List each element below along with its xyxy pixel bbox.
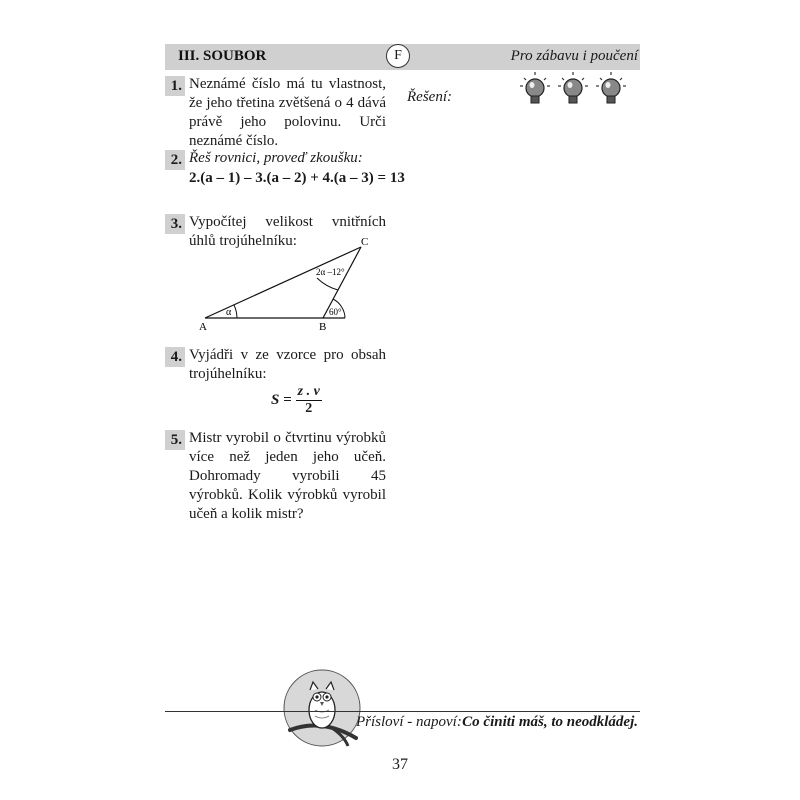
angle-a-arc — [234, 305, 237, 318]
problem-4-text: Vyjádři v ze vzorce pro obsah trojúhelníku: — [189, 347, 386, 382]
problem-1-number: 1. — [165, 76, 185, 96]
angle-b-label: 60° — [329, 307, 342, 317]
footer-divider — [165, 711, 640, 712]
angle-c-label: 2α –12° — [316, 267, 345, 277]
formula-fraction — [296, 384, 322, 417]
area-formula — [271, 384, 322, 417]
vertex-c-label: C — [361, 236, 369, 248]
problem-3-text: Vypočítej velikost vnitřních úhlů trojúhelníku: — [189, 214, 386, 249]
difficulty-icons — [518, 70, 636, 108]
set-letter-badge: F — [386, 44, 410, 68]
problem-2-text: Řeš rovnici, proveď zkoušku: — [189, 150, 363, 166]
lightbulb-icon — [596, 72, 626, 103]
problem-5-number: 5. — [165, 430, 185, 450]
problem-5-text: Mistr vyrobil o čtvrtinu výrobků více než jeden jeho učeň. Dohromady vyrobili 45 výrobků. Kolik výrobků vyrobil učeň a kolik mistr? — [189, 430, 386, 522]
owl-illustration — [282, 668, 362, 748]
problem-4-number: 4. — [165, 347, 185, 367]
proverb-label: Přísloví - napoví: — [356, 714, 462, 730]
vertex-a-label: A — [199, 321, 207, 333]
problem-1-text: Neznámé číslo má tu vlastnost, že jeho třetina zvětšená o 4 dává právě jeho polovinu. Urči neznámé číslo. — [189, 76, 386, 149]
angle-a-label: α — [226, 307, 232, 318]
formula-numerator: z . v — [297, 384, 320, 399]
problem-3-number: 3. — [165, 214, 185, 234]
lightbulb-icon — [520, 72, 550, 103]
section-title: III. SOUBOR — [178, 48, 267, 64]
formula-lhs: S = — [271, 392, 292, 408]
lightbulb-icon — [558, 72, 588, 103]
problem-2-number: 2. — [165, 150, 185, 170]
angle-c-arc — [317, 278, 338, 290]
proverb-text: Co činiti máš, to neodkládej. — [462, 714, 638, 730]
problem-2-equation: 2.(a – 1) – 3.(a – 2) + 4.(a – 3) = 13 — [189, 170, 405, 186]
solution-label: Řešení: — [407, 89, 452, 105]
vertex-b-label: B — [319, 321, 327, 333]
page-number: 37 — [392, 756, 408, 773]
formula-denominator: 2 — [305, 401, 313, 416]
section-subtitle: Pro zábavu i poučení — [510, 48, 638, 64]
triangle-diagram — [195, 234, 385, 334]
